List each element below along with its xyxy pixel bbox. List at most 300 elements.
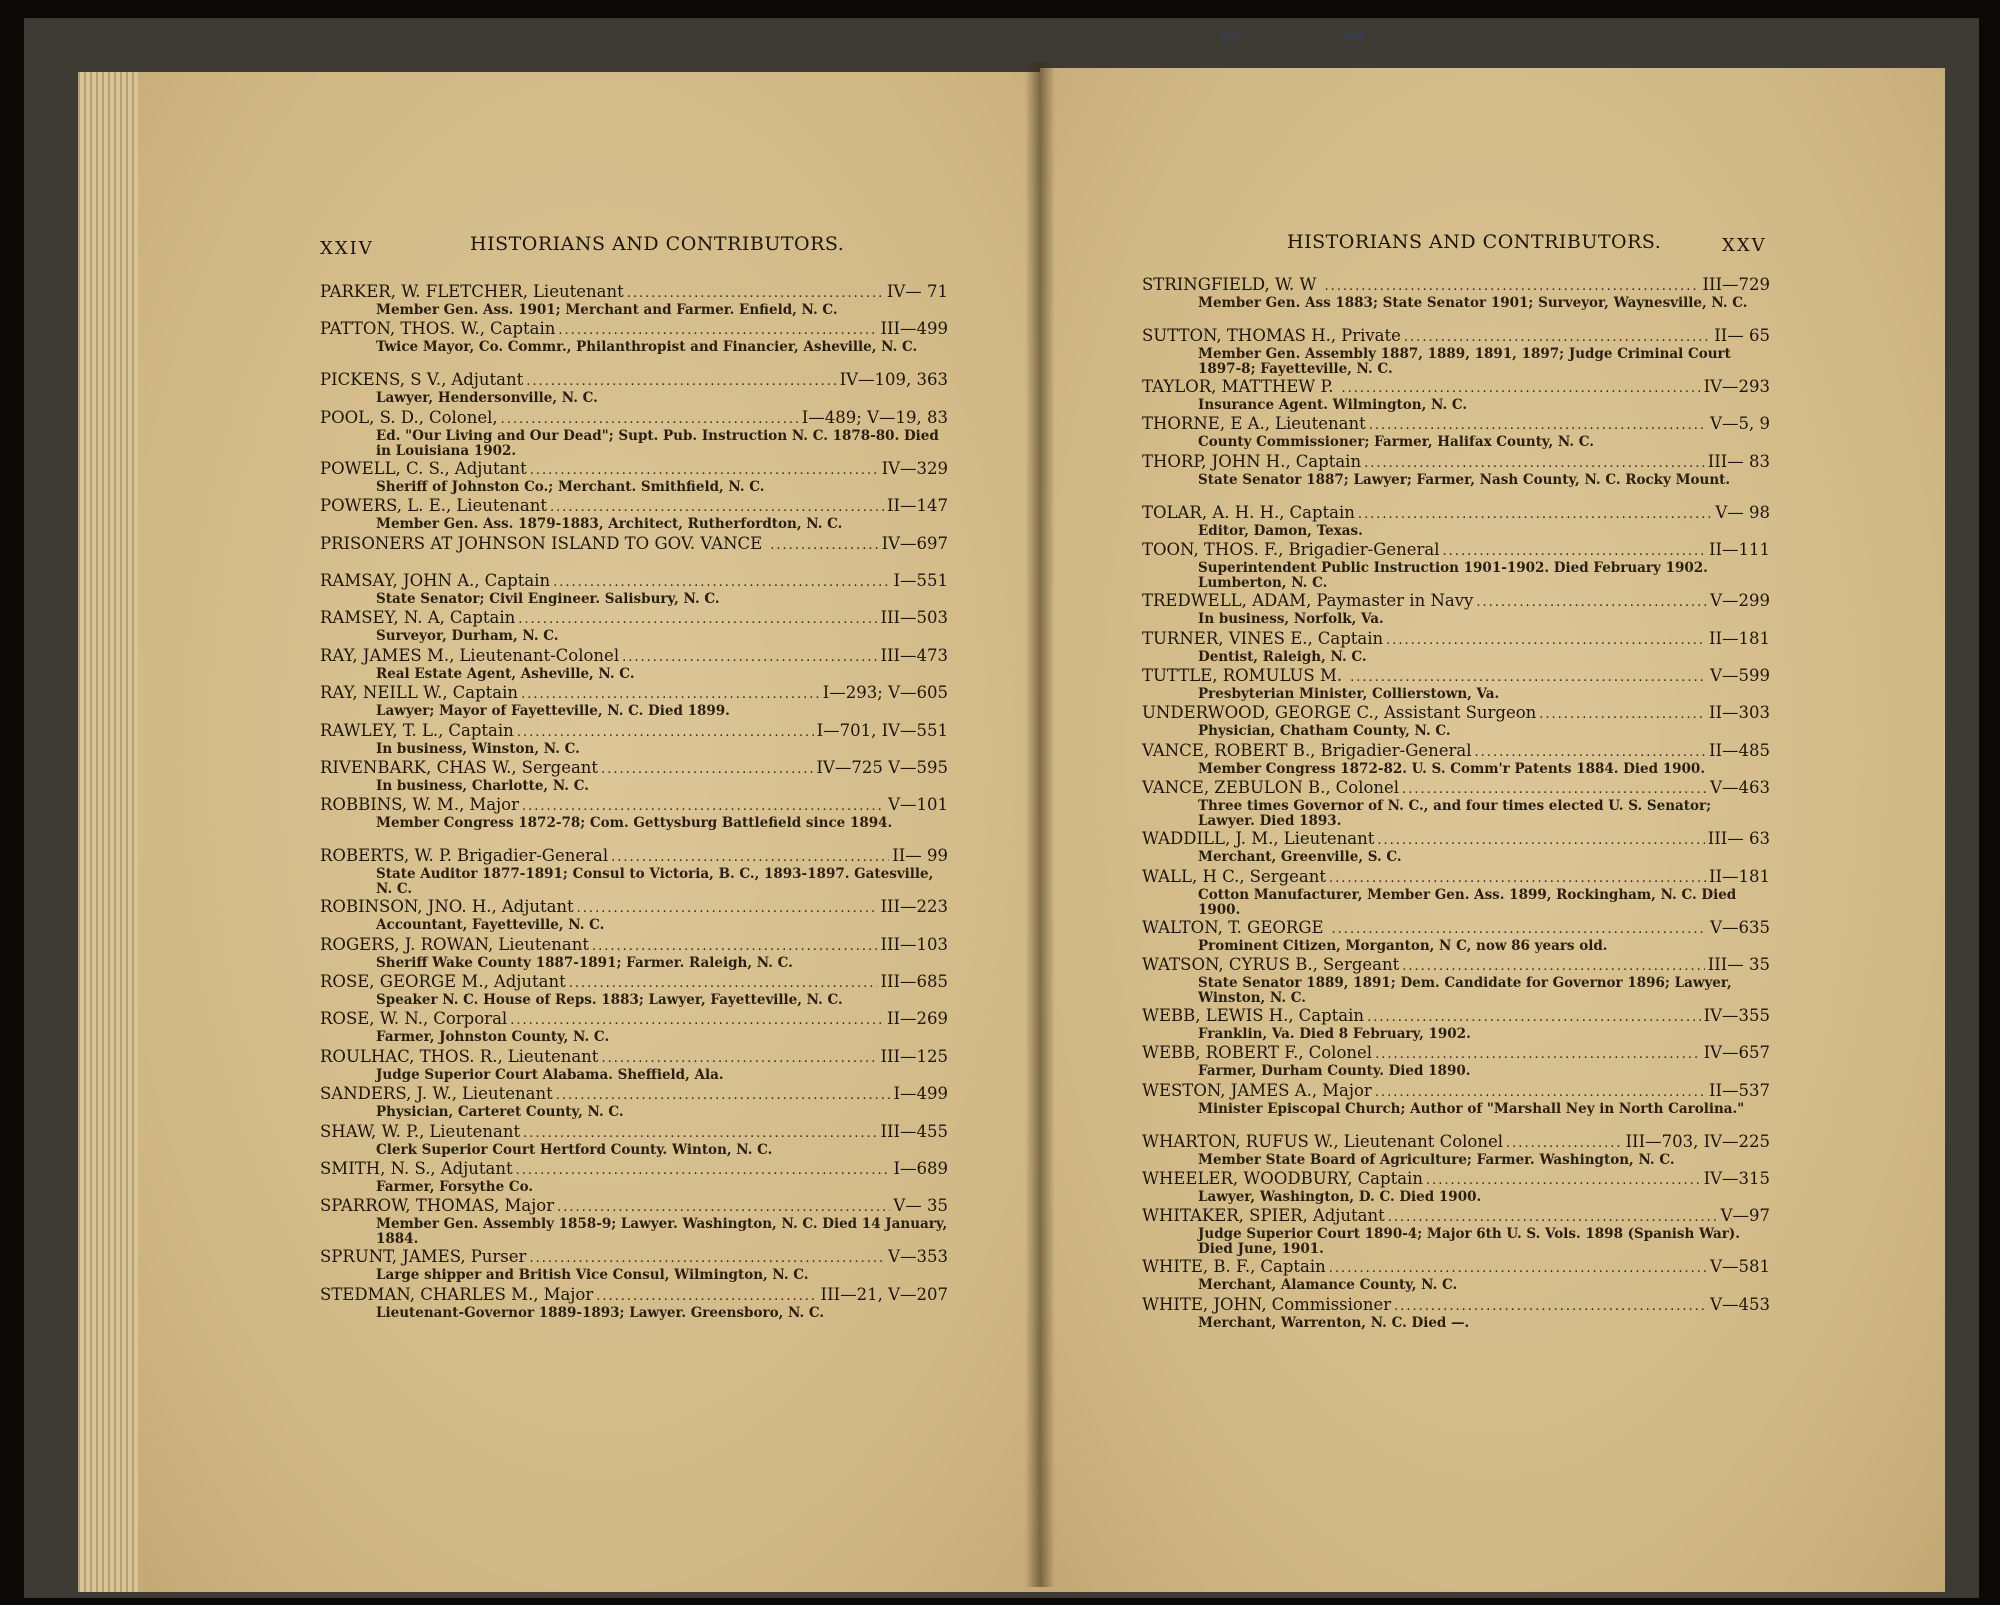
index-entry (320, 572, 948, 609)
left-folio: XXIV (320, 238, 374, 259)
volume-page-ref: I—499 (893, 1084, 948, 1104)
contributor-name: POWERS, L. E., (320, 496, 452, 516)
contributor-name: RAMSAY, JOHN A., (320, 570, 480, 590)
volume-page-ref: V— 35 (893, 1196, 948, 1216)
entry-heading (320, 1085, 948, 1105)
index-entry (320, 722, 948, 759)
volume-page-ref: V—581 (1710, 1257, 1770, 1277)
contributor-detail: Physician, Chatham County, N. C. (1198, 723, 1451, 740)
entry-heading (320, 759, 948, 779)
contributor-rank: Captain (1295, 451, 1362, 471)
dot-leader (1506, 1135, 1622, 1153)
contributor-name: ROSE, GEORGE M., (320, 972, 489, 992)
contributor-rank: Lieutenant (1275, 414, 1366, 434)
contributor-detail: Member Gen. Assembly 1858-9; Lawyer. Washington, N. C. Died 14 January, 1884. (376, 1216, 948, 1248)
contributor-rank: Major (543, 1284, 594, 1304)
volume-page-ref: III—703, IV—225 (1625, 1131, 1770, 1151)
contributor-detail: In business, Norfolk, Va. (1198, 611, 1384, 628)
entry-heading (320, 371, 948, 391)
dot-leader (1375, 1084, 1706, 1102)
index-entry (320, 1160, 948, 1197)
dot-leader (1350, 669, 1707, 687)
dot-leader (1329, 870, 1706, 888)
dot-leader (1386, 632, 1706, 650)
volume-page-ref: II—147 (886, 496, 948, 516)
entry-heading (320, 973, 948, 993)
contributor-name: RAWLEY, T. L., (320, 720, 444, 740)
contributor-name: ROULHAC, THOS. R., (320, 1046, 503, 1066)
volume-page-ref: V—599 (1710, 665, 1770, 685)
contributor-detail: Twice Mayor, Co. Commr., Philanthropist and Financier, Asheville, N. C. (376, 339, 918, 356)
entry-heading (1142, 276, 1770, 296)
index-entry (1142, 1170, 1770, 1207)
contributor-detail: Dentist, Raleigh, N. C. (1198, 648, 1367, 665)
entry-heading (320, 535, 948, 555)
dot-leader (596, 1288, 817, 1306)
contributor-name: SMITH, N. S., (320, 1159, 436, 1179)
contributor-rank: Captain (449, 608, 516, 628)
volume-page-ref: III—729 (1702, 275, 1770, 294)
contributor-name: VANCE, ROBERT B., (1142, 740, 1316, 760)
index-entry (320, 460, 948, 497)
contributor-rank: Major (504, 1196, 555, 1216)
entry-heading (1142, 541, 1770, 561)
contributor-name: TREDWELL, ADAM, (1142, 591, 1312, 611)
index-entry (320, 647, 948, 684)
contributor-detail: Merchant, Alamance County, N. C. (1198, 1277, 1458, 1294)
contributor-rank: Major (469, 795, 519, 815)
contributor-detail: Minister Episcopal Church; Author of "Marshall Ney in North Carolina." (1198, 1100, 1745, 1117)
dot-leader (1332, 921, 1708, 939)
contributor-rank: Adjutant (1312, 1206, 1385, 1226)
contributor-name: PRISONERS AT JOHNSON ISLAND TO GOV. VANCE (320, 533, 763, 553)
volume-page-ref: V—635 (1710, 917, 1770, 937)
index-entry (320, 371, 948, 408)
dot-leader (601, 761, 813, 779)
volume-page-ref: III— 63 (1707, 829, 1770, 849)
contributor-rank: Adjutant (451, 370, 524, 390)
contributor-name: PARKER, W. FLETCHER, (320, 282, 528, 301)
entry-heading (1142, 830, 1770, 850)
contributor-detail: Lawyer; Mayor of Fayetteville, N. C. Died 1899. (376, 703, 730, 720)
contributor-detail: Member Gen. Ass. 1879-1883, Architect, Rutherfordton, N. C. (376, 516, 843, 533)
contributor-rank: Purser (470, 1247, 527, 1267)
volume-page-ref: III—125 (880, 1046, 948, 1066)
entry-heading (1142, 704, 1770, 724)
index-entry (1142, 276, 1770, 327)
contributor-rank: Lieutenant (429, 1121, 521, 1141)
contributor-name: PICKENS, S V., (320, 370, 447, 390)
dot-leader (1426, 1172, 1701, 1190)
entry-heading (320, 497, 948, 517)
contributor-rank: Captain (1298, 1005, 1365, 1025)
contributor-detail: Member Gen. Assembly 1887, 1889, 1891, 1897; Judge Criminal Court 1897-8; Fayetteville, N. C. (1198, 346, 1731, 377)
contributor-rank: Lieutenant (498, 934, 590, 954)
contributor-name: VANCE, ZEBULON B., (1142, 778, 1331, 798)
contributor-detail: Presbyterian Minister, Collierstown, Va. (1198, 685, 1500, 702)
contributor-rank: Adjutant (501, 897, 574, 917)
dot-leader (523, 1125, 877, 1143)
right-running-head: HISTORIANS AND CONTRIBUTORS. (1287, 231, 1662, 253)
volume-page-ref: III—103 (880, 934, 948, 954)
contributor-detail: Clerk Superior Court Hertford County. Winton, N. C. (376, 1141, 773, 1158)
entry-heading (320, 409, 948, 429)
contributor-rank: Lieutenant (507, 1046, 599, 1066)
entry-heading (320, 722, 948, 742)
contributor-name: RAMSEY, N. A, (320, 608, 445, 628)
volume-page-ref: IV—657 (1703, 1043, 1770, 1063)
contributor-name: ROBINSON, JNO. H., (320, 897, 497, 917)
blue-ink-mark: ← · · → (1220, 22, 1375, 52)
index-entry (320, 497, 948, 534)
contributor-name: ROSE, W. N., (320, 1009, 429, 1029)
dot-leader (1325, 278, 1700, 296)
contributor-name: SHAW, W. P., (320, 1121, 425, 1141)
contributor-name: TOLAR, A. H. H., (1142, 502, 1285, 522)
contributor-detail: Member Gen. Ass. 1901; Merchant and Farmer. Enfield, N. C. (376, 302, 838, 318)
contributor-detail: State Senator; Civil Engineer. Salisbury, N. C. (376, 590, 720, 607)
dot-leader (569, 975, 878, 993)
contributor-name: TURNER, VINES E., (1142, 628, 1313, 648)
volume-page-ref: III—473 (880, 645, 948, 665)
contributor-rank: Lieutenant-Colonel (459, 645, 620, 665)
entry-heading (1142, 453, 1770, 473)
volume-page-ref: III— 35 (1707, 954, 1770, 974)
dot-leader (592, 938, 877, 956)
dot-leader (1388, 1209, 1718, 1227)
contributor-name: TOON, THOS. F., (1142, 540, 1284, 560)
entry-heading (320, 684, 948, 704)
contributor-rank: Lieutenant (461, 1084, 553, 1104)
entry-heading (1142, 919, 1770, 939)
contributor-name: STEDMAN, CHARLES M., (320, 1284, 539, 1304)
contributor-name: WEBB, LEWIS H., (1142, 1005, 1294, 1025)
index-entry (320, 973, 948, 1010)
contributor-name: SANDERS, J. W., (320, 1084, 457, 1104)
contributor-rank: Lieutenant (456, 496, 547, 516)
contributor-name: WESTON, JAMES A., (1142, 1080, 1318, 1100)
contributor-name: PATTON, THOS. W., (320, 319, 486, 339)
contributor-detail: Farmer, Forsythe Co. (376, 1179, 534, 1196)
dot-leader (627, 285, 884, 303)
contributor-name: WALTON, T. GEORGE (1142, 917, 1324, 937)
entry-heading (320, 1123, 948, 1143)
volume-page-ref: V—101 (888, 795, 948, 815)
contributor-detail: Lawyer, Washington, D. C. Died 1900. (1198, 1189, 1482, 1206)
index-entry (1142, 830, 1770, 867)
volume-page-ref: I—489; V—19, 83 (801, 407, 948, 427)
dot-leader (550, 499, 884, 517)
contributor-detail: Speaker N. C. House of Reps. 1883; Lawyer, Fayetteville, N. C. (376, 992, 843, 1009)
contributor-name: WHITAKER, SPIER, (1142, 1206, 1308, 1226)
entry-heading (1142, 1170, 1770, 1190)
dot-leader (558, 322, 877, 340)
dot-leader (553, 574, 890, 592)
index-entry (320, 759, 948, 796)
contributor-rank: Captain (1357, 1169, 1423, 1189)
contributor-rank: Sergeant (1249, 866, 1327, 886)
index-entry (1142, 630, 1770, 667)
contributor-detail: Accountant, Fayetteville, N. C. (376, 917, 605, 934)
contributor-rank: Adjutant (440, 1159, 513, 1179)
volume-page-ref: II—485 (1708, 740, 1770, 760)
contributor-detail: Member Congress 1872-82. U. S. Comm'r Patents 1884. Died 1900. (1198, 760, 1706, 777)
volume-page-ref: IV—725 V—595 (816, 757, 948, 777)
entry-heading (320, 283, 948, 303)
contributor-detail: Farmer, Johnston County, N. C. (376, 1029, 610, 1046)
left-entry-list (320, 283, 948, 1323)
dot-leader (611, 849, 889, 867)
contributor-rank: Paymaster in Navy (1316, 591, 1474, 611)
volume-page-ref: III—223 (880, 897, 948, 917)
dot-leader (556, 1087, 891, 1105)
index-entry (1142, 1044, 1770, 1081)
entry-heading (320, 847, 948, 867)
volume-page-ref: II—303 (1708, 703, 1770, 723)
volume-page-ref: V— 98 (1715, 502, 1770, 522)
dot-leader (517, 724, 814, 742)
volume-page-ref: III—21, V—207 (820, 1284, 948, 1304)
volume-page-ref: II—181 (1708, 628, 1770, 648)
index-entry (1142, 1258, 1770, 1295)
contributor-rank: Captain (448, 720, 514, 740)
dot-leader (1367, 1009, 1701, 1027)
dot-leader (510, 1012, 884, 1030)
volume-page-ref: IV—315 (1703, 1169, 1770, 1189)
left-running-head: HISTORIANS AND CONTRIBUTORS. (470, 233, 845, 255)
contributor-name: POWELL, C. S., (320, 458, 450, 478)
index-entry (320, 936, 948, 973)
contributor-detail: Sheriff Wake County 1887-1891; Farmer. Raleigh, N. C. (376, 954, 793, 971)
contributor-name: WEBB, ROBERT F., (1142, 1043, 1304, 1063)
dot-leader (1358, 506, 1712, 524)
contributor-name: WATSON, CYRUS B., (1142, 954, 1318, 974)
dot-leader (526, 373, 836, 391)
index-entry (320, 609, 948, 646)
dot-leader (601, 1050, 877, 1068)
contributor-detail: Physician, Carteret County, N. C. (376, 1104, 624, 1121)
volume-page-ref: IV—329 (881, 458, 948, 478)
index-entry (1142, 378, 1770, 415)
contributor-rank: Lieutenant (532, 282, 624, 301)
dot-leader (529, 1250, 885, 1268)
contributor-detail: State Auditor 1877-1891; Consul to Victoria, B. C., 1893-1897. Gatesville, N. C. (376, 866, 934, 898)
contributor-name: SPARROW, THOMAS, (320, 1196, 500, 1216)
dot-leader (530, 462, 879, 480)
dot-leader (1394, 1298, 1707, 1316)
index-entry (1142, 1082, 1770, 1133)
dot-leader (516, 1162, 891, 1180)
index-entry (1142, 667, 1770, 704)
index-entry (1142, 956, 1770, 1007)
contributor-detail: Franklin, Va. Died 8 February, 1902. (1198, 1025, 1471, 1042)
contributor-rank: Sergeant (1322, 954, 1400, 974)
entry-heading (320, 1286, 948, 1306)
dot-leader (1375, 1046, 1700, 1064)
contributor-rank: Lieutenant Colonel (1343, 1131, 1504, 1151)
index-entry (1142, 1133, 1770, 1170)
entry-heading (1142, 1296, 1770, 1316)
volume-page-ref: II—181 (1708, 866, 1770, 886)
contributor-detail: In business, Winston, N. C. (376, 740, 580, 757)
dot-leader (1475, 744, 1706, 762)
contributor-name: WALL, H C., (1142, 866, 1245, 886)
volume-page-ref: IV—355 (1703, 1005, 1770, 1025)
contributor-detail: State Senator 1887; Lawyer; Farmer, Nash County, N. C. Rocky Mount. (1198, 471, 1731, 488)
entry-heading (320, 1048, 948, 1068)
contributor-detail: Insurance Agent. Wilmington, N. C. (1198, 397, 1468, 413)
contributor-name: WHITE, B. F., (1142, 1257, 1256, 1277)
volume-page-ref: II—537 (1708, 1080, 1770, 1100)
contributor-detail: Merchant, Greenville, S. C. (1198, 849, 1402, 866)
contributor-rank: Major (1322, 1080, 1372, 1100)
index-entry (1142, 1007, 1770, 1044)
contributor-detail: Ed. "Our Living and Our Dead"; Supt. Pub. Instruction N. C. 1878-80. Died in Louisiana 1902. (376, 427, 939, 459)
index-entry (1142, 868, 1770, 919)
volume-page-ref: V—463 (1710, 778, 1770, 798)
contributor-detail: Superintendent Public Instruction 1901-1902. Died February 1902. Lumberton, N. C. (1198, 560, 1708, 592)
index-entry (1142, 504, 1770, 541)
index-entry (320, 535, 948, 572)
index-entry (1142, 704, 1770, 741)
contributor-rank: Colonel (1335, 778, 1400, 798)
index-entry (1142, 415, 1770, 452)
dot-leader (522, 798, 885, 816)
gutter-shadow (1025, 62, 1055, 1587)
index-entry (320, 1286, 948, 1323)
contributor-detail: Sheriff of Johnston Co.; Merchant. Smithfield, N. C. (376, 478, 765, 495)
volume-page-ref: V—299 (1710, 591, 1770, 611)
dot-leader (1369, 417, 1707, 435)
index-entry (320, 1248, 948, 1285)
contributor-name: TUTTLE, ROMULUS M. (1142, 665, 1343, 685)
contributor-detail: Lawyer, Hendersonville, N. C. (376, 390, 598, 407)
volume-page-ref: I—689 (893, 1159, 948, 1179)
dot-leader (1539, 706, 1706, 724)
contributor-rank: Captain (490, 319, 556, 339)
contributor-detail: Judge Superior Court 1890-4; Major 6th U. S. Vols. 1898 (Spanish War). Died June, 1901. (1198, 1226, 1740, 1258)
dot-leader (518, 611, 877, 629)
entry-heading (320, 898, 948, 918)
entry-heading (320, 1010, 948, 1030)
contributor-detail: Three times Governor of N. C., and four times elected U. S. Senator; Lawyer. Died 1893. (1198, 798, 1712, 830)
entry-heading (1142, 592, 1770, 612)
entry-heading (320, 609, 948, 629)
volume-page-ref: I—551 (893, 570, 948, 590)
contributor-name: WHITE, JOHN, (1142, 1294, 1267, 1314)
volume-page-ref: II— 99 (892, 846, 948, 866)
entry-heading (320, 647, 948, 667)
right-folio: XXV (1722, 235, 1767, 256)
entry-heading (320, 572, 948, 592)
contributor-rank: Brigadier-General (1288, 540, 1440, 560)
entry-heading (1142, 1133, 1770, 1153)
entry-heading (320, 1248, 948, 1268)
contributor-name: WADDILL, J. M., (1142, 829, 1279, 849)
volume-page-ref: III—499 (880, 319, 948, 339)
contributor-detail: In business, Charlotte, N. C. (376, 777, 589, 794)
contributor-rank: Captain (484, 570, 551, 590)
contributor-name: STRINGFIELD, W. W (1142, 275, 1317, 294)
entry-heading (1142, 667, 1770, 687)
entry-heading (1142, 1007, 1770, 1027)
entry-heading (320, 1197, 948, 1217)
contributor-detail: Surveyor, Durham, N. C. (376, 628, 559, 645)
entry-heading (1142, 956, 1770, 976)
volume-page-ref: IV— 71 (886, 282, 948, 301)
volume-page-ref: III—685 (880, 972, 948, 992)
contributor-rank: Captain (1289, 502, 1355, 522)
index-entry (320, 1010, 948, 1047)
contributor-rank: Private (1341, 326, 1401, 345)
dot-leader (577, 900, 878, 918)
contributor-detail: Merchant, Warrenton, N. C. Died —. (1198, 1314, 1470, 1331)
dot-leader (1377, 832, 1704, 850)
index-entry (320, 796, 948, 847)
contributor-detail: State Senator 1889, 1891; Dem. Candidate for Governor 1896; Lawyer, Winston, N. C. (1198, 974, 1732, 1006)
contributor-detail: Member State Board of Agriculture; Farmer. Washington, N. C. (1198, 1151, 1675, 1168)
contributor-name: SUTTON, THOMAS H., (1142, 326, 1337, 345)
contributor-rank: Lieutenant (1283, 829, 1375, 849)
contributor-rank: Assistant Surgeon (1384, 703, 1537, 723)
volume-page-ref: II—111 (1708, 540, 1770, 560)
dot-leader (1402, 958, 1704, 976)
contributor-name: POOL, S. D., (320, 407, 424, 427)
entry-heading (1142, 779, 1770, 799)
entry-heading (1142, 415, 1770, 435)
index-entry (320, 898, 948, 935)
index-entry (1142, 1207, 1770, 1258)
index-entry (320, 409, 948, 460)
contributor-name: THORP, JOHN H., (1142, 451, 1291, 471)
contributor-name: ROBBINS, W. M., (320, 795, 465, 815)
index-entry (1142, 541, 1770, 592)
entry-heading (320, 460, 948, 480)
index-entry (1142, 742, 1770, 779)
contributor-name: ROBERTS, W. P. (320, 846, 453, 866)
index-entry (320, 684, 948, 721)
entry-heading (1142, 742, 1770, 762)
contributor-detail: Cotton Manufacturer, Member Gen. Ass. 1899, Rockingham, N. C. Died 1900. (1198, 886, 1737, 918)
page-edges (78, 72, 138, 1592)
contributor-detail: Real Estate Agent, Asheville, N. C. (376, 665, 635, 682)
dot-leader (622, 649, 877, 667)
index-entry (1142, 327, 1770, 378)
entry-heading (320, 1160, 948, 1180)
dot-leader (1443, 543, 1706, 561)
contributor-rank: Colonel (1308, 1043, 1373, 1063)
contributor-detail: County Commissioner; Farmer, Halifax County, N. C. (1198, 434, 1594, 451)
entry-heading (1142, 1044, 1770, 1064)
volume-page-ref: V—453 (1710, 1294, 1770, 1314)
entry-heading (320, 796, 948, 816)
contributor-detail: Member Congress 1872-78; Com. Gettysburg Battlefield since 1894. (376, 815, 893, 832)
index-entry (320, 1048, 948, 1085)
contributor-name: ROGERS, J. ROWAN, (320, 934, 494, 954)
contributor-rank: Brigadier-General (457, 846, 609, 866)
contributor-name: SPRUNT, JAMES, (320, 1247, 466, 1267)
entry-heading (1142, 378, 1770, 398)
contributor-rank: Sergeant (521, 757, 599, 777)
dot-leader (770, 537, 878, 555)
index-entry (1142, 1296, 1770, 1333)
index-entry (320, 1123, 948, 1160)
dot-leader (1476, 594, 1707, 612)
contributor-rank: Adjutant (493, 972, 566, 992)
index-entry (320, 1085, 948, 1122)
volume-page-ref: V—5, 9 (1710, 414, 1770, 434)
entry-heading (1142, 630, 1770, 650)
